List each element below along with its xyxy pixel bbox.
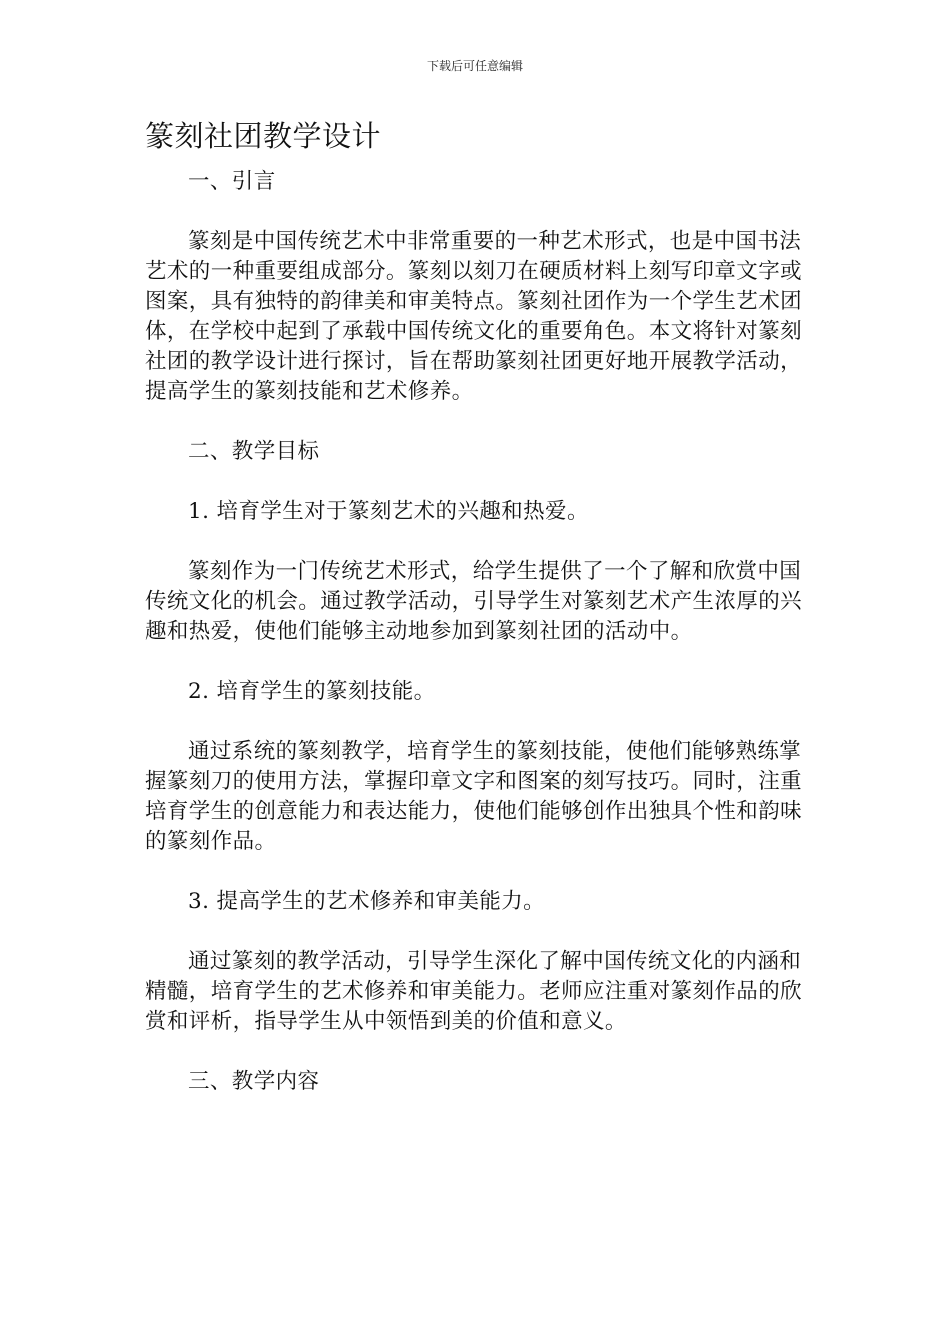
paragraph-spacer bbox=[145, 407, 805, 437]
goal-2-heading: 2. 培育学生的篆刻技能。 bbox=[188, 679, 436, 704]
document-title: 篆刻社团教学设计 bbox=[145, 119, 382, 153]
document-body bbox=[145, 167, 805, 1097]
paragraph-spacer bbox=[145, 707, 805, 737]
goal-1-heading: 1. 培育学生对于篆刻艺术的兴趣和热爱。 bbox=[188, 499, 589, 524]
goal-3-heading: 3. 提高学生的艺术修养和审美能力。 bbox=[188, 889, 546, 914]
paragraph-spacer bbox=[145, 197, 805, 227]
paragraph-spacer bbox=[145, 527, 805, 557]
section-heading-goals: 二、教学目标 bbox=[188, 439, 320, 464]
paragraph-spacer bbox=[145, 647, 805, 677]
paragraph-spacer bbox=[145, 1037, 805, 1067]
section-heading-intro: 一、引言 bbox=[188, 169, 276, 194]
page-header-note: 下载后可任意编辑 bbox=[426, 59, 523, 73]
paragraph-spacer bbox=[145, 467, 805, 497]
paragraph-spacer bbox=[145, 917, 805, 947]
intro-paragraph: 篆刻是中国传统艺术中非常重要的一种艺术形式，也是中国书法艺术的一种重要组成部分。篆刻以刻刀在硬质材料上刻写印章文字或图案，具有独特的韵律美和审美特点。篆刻社团作为一个学生艺术团体，在学校中起到了承载中国传统文化的重要角色。本文将针对篆刻社团的教学设计进行探讨，旨在帮助篆刻社团更好地开展教学活动，提高学生的篆刻技能和艺术修养。 bbox=[145, 229, 803, 404]
goal-2-paragraph: 通过系统的篆刻教学，培育学生的篆刻技能，使他们能够熟练掌握篆刻刀的使用方法，掌握印章文字和图案的刻写技巧。同时，注重培育学生的创意能力和表达能力，使他们能够创作出独具个性和韵味的篆刻作品。 bbox=[145, 739, 803, 854]
goal-3-paragraph: 通过篆刻的教学活动，引导学生深化了解中国传统文化的内涵和精髓，培育学生的艺术修养和审美能力。老师应注重对篆刻作品的欣赏和评析，指导学生从中领悟到美的价值和意义。 bbox=[145, 949, 803, 1034]
paragraph-spacer bbox=[145, 857, 805, 887]
goal-1-paragraph: 篆刻作为一门传统艺术形式，给学生提供了一个了解和欣赏中国传统文化的机会。通过教学活动，引导学生对篆刻艺术产生浓厚的兴趣和热爱，使他们能够主动地参加到篆刻社团的活动中。 bbox=[145, 559, 803, 644]
section-heading-content: 三、教学内容 bbox=[188, 1069, 320, 1094]
